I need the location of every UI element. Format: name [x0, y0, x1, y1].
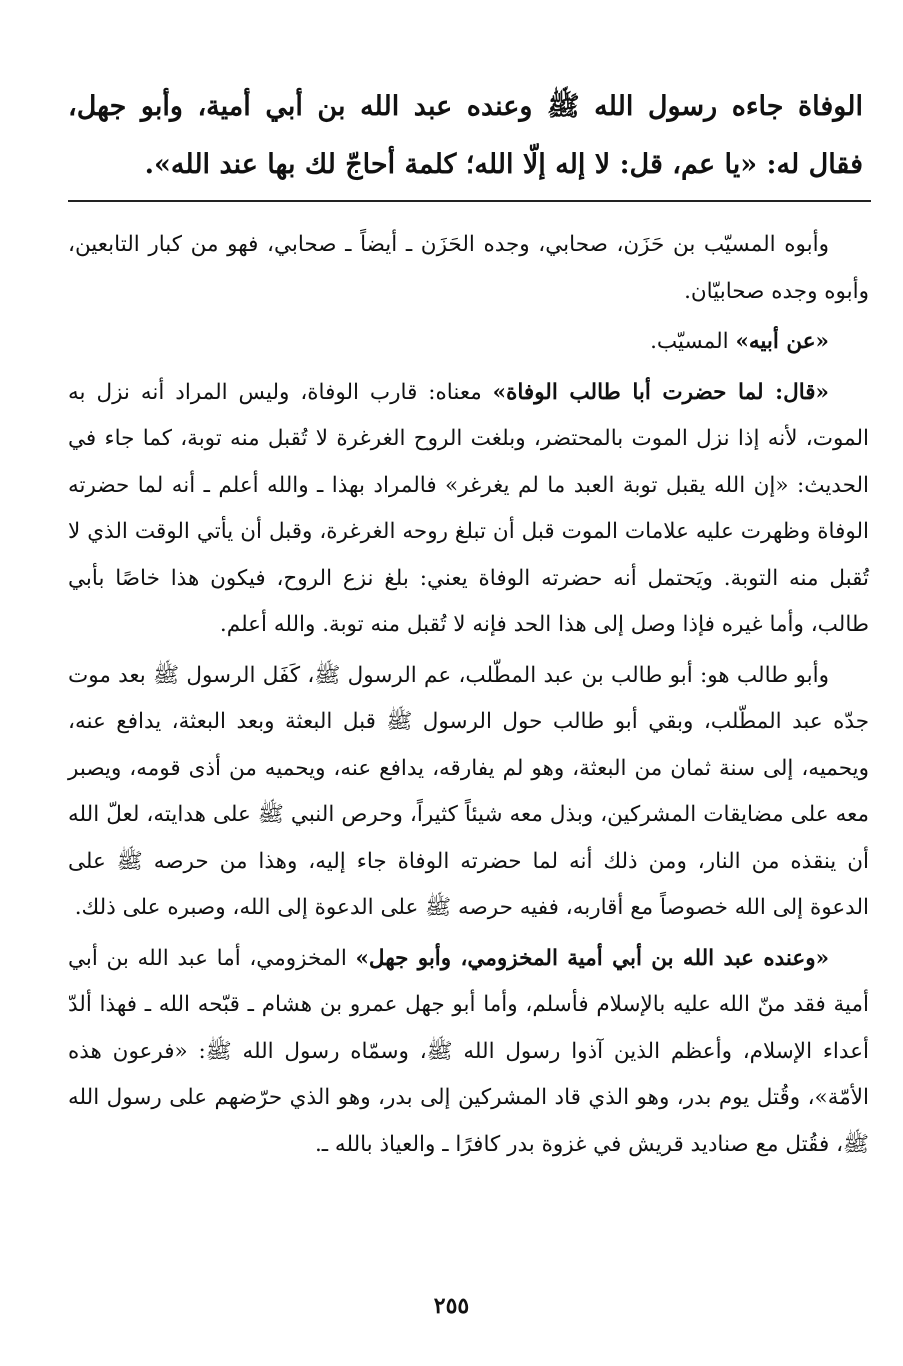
paragraph-text: معناه: قارب الوفاة، وليس المراد أنه نزل به الموت، لأنه إذا نزل الموت بالمحتضر، وبلغت الروح الغرغرة لا تُقبل منه توبة، كما جاء في الحديث: «إن الله يقبل توبة العبد ما لم يغرغر» فالمراد بهذا ـ والله أعلم ـ أنه لما حضرته الوفاة وظهرت عليه علامات الموت قبل أن تبلغ روحه الغرغرة، وقبل أن يأتي الوقت الذي لا تُقبل منه التوبة. ويَحتمل أنه حضرته الوفاة يعني: بلغ نزع الروح، فيكون هذا خاصًا بأبي طالب، وأما غيره فإذا وصل إلى هذا الحد فإنه لا تُقبل منه توبة. والله أعلم.: [68, 379, 869, 637]
paragraph-text: المخزومي، أما عبد الله بن أبي أمية فقد منّ الله عليه بالإسلام فأسلم، وأما أبو جهل عمرو بن هشام ـ قبّحه الله ـ فهذا ألدّ أعداء الإسلام، وأعظم الذين آذوا رسول الله ﷺ، وسمّاه رسول الله ﷺ: «فرعون هذه الأمّة»، وقُتل يوم بدر، وهو الذي قاد المشركين إلى بدر، وهو الذي حرّضهم على رسول الله ﷺ، فقُتل مع صناديد قريش في غزوة بدر كافرًا ـ والعياذ بالله ـ.: [68, 945, 869, 1157]
commentary-paragraph: وأبوه المسيّب بن حَزَن، صحابي، وجده الحَزَن ـ أيضاً ـ صحابي، فهو من كبار التابعين، وأبوه وجده صحابيّان.: [68, 232, 869, 304]
quoted-heading: «قال: لما حضرت أبا طالب الوفاة»: [492, 379, 829, 405]
commentary-paragraph: [68, 319, 869, 366]
section-divider: [68, 200, 871, 202]
commentary-section: [68, 222, 869, 1172]
commentary-paragraph: [68, 370, 869, 649]
quoted-heading: «وعنده عبد الله بن أبي أمية المخزومي، وأبو جهل»: [355, 945, 830, 971]
commentary-paragraph: [68, 936, 869, 1169]
hadith-text: الوفاة جاءه رسول الله ﷺ وعنده عبد الله بن أبي أمية، وأبو جهل، فقال له: «يا عم، قل: لا إله إلّا الله؛ كلمة أحاجّ لك بها عند الله».: [68, 91, 863, 180]
paragraph-text: المسيّب.: [650, 329, 736, 354]
commentary-paragraph: وأبو طالب هو: أبو طالب بن عبد المطّلب، عم الرسول ﷺ، كَفَل الرسول ﷺ بعد موت جدّه عبد المطّلب، وبقي أبو طالب حول الرسول ﷺ قبل البعثة وبعد البعثة، يدافع عنه، ويحميه، إلى سنة ثمان من البعثة، وهو لم يفارقه، يدافع عنه، ويحميه من أذى قومه، ويصبر معه على مضايقات المشركين، وبذل معه شيئاً كثيراً، وحرص النبي ﷺ على هدايته، لعلّ الله أن ينقذه من النار، ومن ذلك أنه لما حضرته الوفاة جاء إليه، وهذا من حرصه ﷺ على الدعوة إلى الله خصوصاً مع أقاربه، ففيه حرصه ﷺ على الدعوة إلى الله، وصبره على ذلك.: [68, 662, 869, 920]
quoted-heading: «عن أبيه»: [735, 329, 829, 354]
page-number: ٢٥٥: [433, 1293, 470, 1319]
